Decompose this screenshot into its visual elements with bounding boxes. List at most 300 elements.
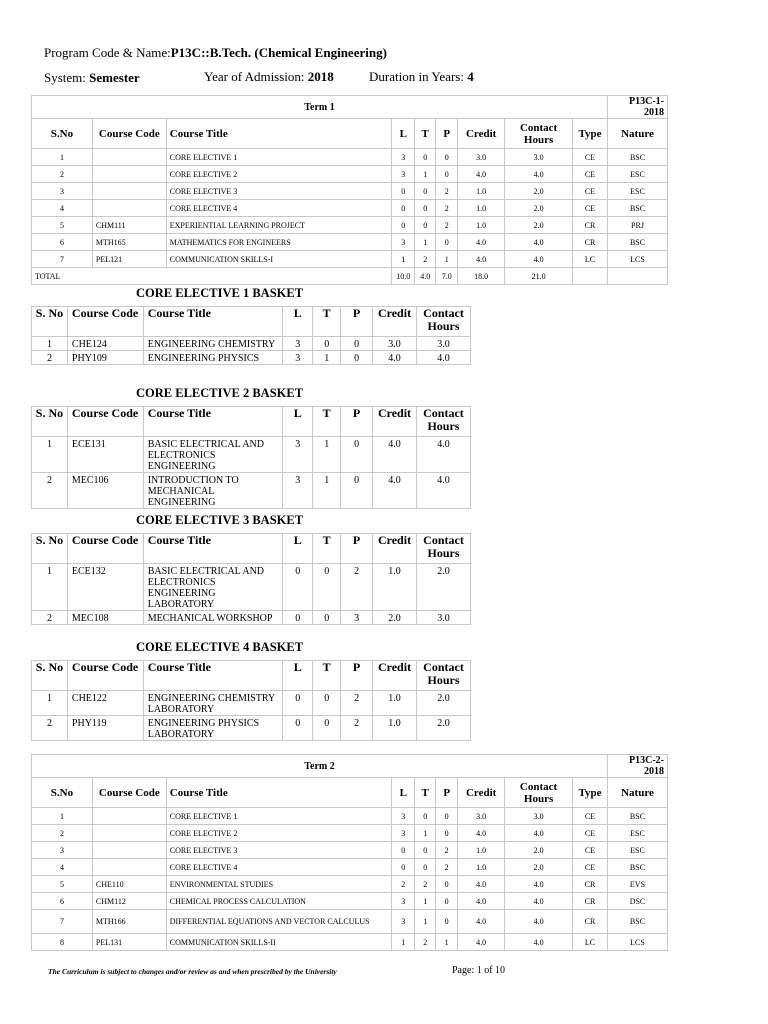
term2-cell: 2.0: [505, 859, 573, 876]
basket1-cell: ENGINEERING CHEMISTRY: [143, 337, 283, 351]
basket2-col-6: Credit: [373, 407, 417, 437]
term2-cell: 2: [415, 934, 436, 951]
basket1-col-4: T: [313, 307, 341, 337]
term2-cell: COMMUNICATION SKILLS-II: [166, 934, 392, 951]
term1-cell: [92, 149, 166, 166]
term1-cell: 4.0: [458, 166, 505, 183]
duration-line: [369, 69, 474, 85]
basket3-row: [32, 564, 471, 611]
basket4-cell: CHE122: [67, 691, 143, 716]
term2-cell: MTH166: [92, 910, 166, 934]
basket3-cell: 2: [341, 564, 373, 611]
duration-value: 4: [467, 69, 474, 84]
basket4-cell: 2.0: [416, 716, 470, 741]
basket4-cell: 0: [313, 691, 341, 716]
term1-cell: BSC: [608, 149, 668, 166]
term1-cell: 2: [436, 217, 458, 234]
term1-cell: 3: [32, 183, 93, 200]
term2-row: [32, 893, 668, 910]
term2-cell: 1: [415, 910, 436, 934]
page-number: Page: 1 of 10: [452, 965, 506, 976]
basket2-col-4: T: [313, 407, 341, 437]
term1-cell: 2.0: [505, 217, 573, 234]
term2-header-row: [32, 778, 668, 808]
basket2-title: CORE ELECTIVE 2 BASKET: [136, 386, 304, 400]
basket4-cell: 2: [32, 716, 68, 741]
term2-cell: 4.0: [458, 910, 505, 934]
term2-cell: 8: [32, 934, 93, 951]
basket3-col-1: Course Code: [67, 534, 143, 564]
term2-row: [32, 842, 668, 859]
basket1-cell: 3: [283, 351, 313, 365]
basket2-cell: 4.0: [373, 473, 417, 509]
term1-row: [32, 234, 668, 251]
basket4-cell: ENGINEERING PHYSICS LABORATORY: [143, 716, 283, 741]
basket4-col-2: Course Title: [143, 661, 283, 691]
term1-cell: 3: [392, 166, 415, 183]
term1-cell: 0: [392, 217, 415, 234]
term2-cell: 4.0: [458, 934, 505, 951]
term1-cell: 1: [415, 166, 436, 183]
term1-cell: CR: [573, 217, 608, 234]
basket2-col-2: Course Title: [143, 407, 283, 437]
basket4-header-row: [32, 661, 471, 691]
term1-rows: [32, 149, 668, 268]
term2-cell: CHE110: [92, 876, 166, 893]
term1-cell: [92, 166, 166, 183]
basket1-cell: 1: [313, 351, 341, 365]
term1-cell: 2.0: [505, 200, 573, 217]
basket4-table: [31, 660, 471, 741]
basket2-cell: MEC106: [67, 473, 143, 509]
term1-cell: 4.0: [505, 166, 573, 183]
term1-col-9: Nature: [608, 119, 668, 149]
basket2-col-5: P: [341, 407, 373, 437]
basket4-cell: 2.0: [416, 691, 470, 716]
term1-cell: MATHEMATICS FOR ENGINEERS: [166, 234, 392, 251]
term2-cell: BSC: [607, 859, 667, 876]
basket3-col-7: Contact Hours: [416, 534, 470, 564]
term1-code: P13C-1-2018: [608, 96, 668, 119]
basket1-cell: 1: [32, 337, 68, 351]
term2-cell: [92, 825, 166, 842]
term1-cell: 1: [436, 251, 458, 268]
term1-cell: CORE ELECTIVE 1: [166, 149, 392, 166]
term1-cell: BSC: [608, 234, 668, 251]
term2-col-1: Course Code: [92, 778, 166, 808]
term2-cell: 0: [392, 859, 415, 876]
basket1-col-0: S. No: [32, 307, 68, 337]
term2-cell: CHM112: [92, 893, 166, 910]
term2-code: P13C-2-2018: [607, 755, 667, 778]
term2-cell: [92, 808, 166, 825]
term2-cell: 2.0: [505, 842, 573, 859]
system-value: Semester: [89, 70, 140, 85]
basket3-col-0: S. No: [32, 534, 68, 564]
term2-cell: 3: [392, 910, 415, 934]
term1-cell: 3: [392, 234, 415, 251]
term2-cell: 4: [32, 859, 93, 876]
term1-cell: 2.0: [505, 183, 573, 200]
basket2-cell: 0: [341, 473, 373, 509]
basket4-col-5: P: [341, 661, 373, 691]
term2-cell: [92, 859, 166, 876]
term2-cell: 0: [436, 876, 458, 893]
term2-col-4: T: [415, 778, 436, 808]
basket2-cell: INTRODUCTION TO MECHANICAL ENGINEERING: [143, 473, 283, 509]
basket4-col-7: Contact Hours: [416, 661, 470, 691]
basket4-cell: PHY119: [67, 716, 143, 741]
term1-title-row: [32, 96, 668, 119]
term2-cell: 3: [392, 825, 415, 842]
basket4-col-4: T: [313, 661, 341, 691]
term2-cell: ENVIRONMENTAL STUDIES: [166, 876, 392, 893]
basket1-cell: 0: [341, 337, 373, 351]
term1-row: [32, 217, 668, 234]
basket4-cell: ENGINEERING CHEMISTRY LABORATORY: [143, 691, 283, 716]
basket2-cell: 0: [341, 437, 373, 473]
term1-cell: EXPERIENTIAL LEARNING PROJECT: [166, 217, 392, 234]
term2-cell: CORE ELECTIVE 1: [166, 808, 392, 825]
term1-total-l: 10.0: [392, 268, 415, 285]
basket1-col-3: L: [283, 307, 313, 337]
term2-cell: BSC: [607, 808, 667, 825]
term2-table: [31, 754, 668, 951]
term2-cell: BSC: [607, 910, 667, 934]
basket2-cell: 3: [283, 473, 313, 509]
term2-cell: CE: [573, 859, 608, 876]
term2-cell: 4.0: [505, 910, 573, 934]
term2-cell: 4.0: [458, 893, 505, 910]
basket1-col-5: P: [341, 307, 373, 337]
term2-cell: 0: [415, 859, 436, 876]
term1-row: [32, 200, 668, 217]
basket1-header-row: [32, 307, 471, 337]
term2-cell: 2: [436, 859, 458, 876]
term1-cell: 1: [415, 234, 436, 251]
basket2-cell: 4.0: [416, 473, 470, 509]
term2-cell: 1: [436, 934, 458, 951]
basket3-cell: 2.0: [416, 564, 470, 611]
term1-cell: 5: [32, 217, 93, 234]
term2-cell: 0: [436, 825, 458, 842]
basket2-cell: 3: [283, 437, 313, 473]
term2-row: [32, 825, 668, 842]
term1-cell: [92, 183, 166, 200]
term2-cell: 0: [415, 808, 436, 825]
term1-cell: PEL121: [92, 251, 166, 268]
term1-cell: 1.0: [458, 217, 505, 234]
term1-cell: CR: [573, 234, 608, 251]
basket3-cell: 2: [32, 611, 68, 625]
basket2-cell: ECE131: [67, 437, 143, 473]
term2-cell: 3: [32, 842, 93, 859]
basket1-cell: 3.0: [416, 337, 470, 351]
basket2-col-0: S. No: [32, 407, 68, 437]
term1-cell: LC: [573, 251, 608, 268]
term2-cell: LCS: [607, 934, 667, 951]
term2-cell: 1.0: [458, 842, 505, 859]
term2-col-2: Course Title: [166, 778, 392, 808]
term1-cell: 7: [32, 251, 93, 268]
term2-cell: 3: [392, 893, 415, 910]
basket3-cell: 0: [313, 611, 341, 625]
term2-cell: CR: [573, 876, 608, 893]
term1-total-type: [573, 268, 608, 285]
term1-title: Term 1: [32, 96, 608, 119]
term1-cell: CE: [573, 183, 608, 200]
basket3-cell: 1: [32, 564, 68, 611]
term2-cell: CORE ELECTIVE 2: [166, 825, 392, 842]
basket2-cell: 1: [313, 473, 341, 509]
basket3-header-row: [32, 534, 471, 564]
basket4-cell: 1: [32, 691, 68, 716]
term1-cell: 1: [392, 251, 415, 268]
term2-cell: CE: [573, 808, 608, 825]
term2-cell: LC: [573, 934, 608, 951]
term1-total-row: [32, 268, 668, 285]
term1-cell: 1.0: [458, 183, 505, 200]
term2-row: [32, 808, 668, 825]
term1-cell: 1.0: [458, 200, 505, 217]
term2-cell: 2: [392, 876, 415, 893]
basket4-row: [32, 716, 471, 741]
basket1-cell: PHY109: [67, 351, 143, 365]
term1-total-p: 7.0: [436, 268, 458, 285]
term1-cell: LCS: [608, 251, 668, 268]
basket2-header-row: [32, 407, 471, 437]
term2-cell: DIFFERENTIAL EQUATIONS AND VECTOR CALCULUS: [166, 910, 392, 934]
basket4-cell: 0: [313, 716, 341, 741]
term1-cell: 0: [436, 234, 458, 251]
duration-label: Duration in Years:: [369, 69, 464, 84]
term1-col-8: Type: [573, 119, 608, 149]
term2-cell: PEL131: [92, 934, 166, 951]
basket3-row: [32, 611, 471, 625]
term2-col-6: Credit: [458, 778, 505, 808]
term1-row: [32, 149, 668, 166]
basket4-col-1: Course Code: [67, 661, 143, 691]
term1-cell: 0: [392, 200, 415, 217]
basket1-cell: 0: [313, 337, 341, 351]
term1-cell: CHM111: [92, 217, 166, 234]
term1-cell: CORE ELECTIVE 2: [166, 166, 392, 183]
term2-cell: 0: [436, 808, 458, 825]
basket1-title: CORE ELECTIVE 1 BASKET: [136, 286, 304, 300]
term1-cell: CE: [573, 149, 608, 166]
basket1-cell: 0: [341, 351, 373, 365]
basket1-cell: 2: [32, 351, 68, 365]
basket1-col-6: Credit: [373, 307, 417, 337]
term1-cell: 0: [436, 149, 458, 166]
term2-cell: 2: [436, 842, 458, 859]
term1-total-credit: 18.0: [458, 268, 505, 285]
term1-cell: 4.0: [505, 251, 573, 268]
basket4-cell: 2: [341, 691, 373, 716]
year-value: 2018: [307, 69, 334, 84]
program-line: [44, 45, 387, 61]
term2-cell: 3.0: [458, 808, 505, 825]
term1-cell: [92, 200, 166, 217]
basket3-cell: 1.0: [373, 564, 417, 611]
term1-col-5: P: [436, 119, 458, 149]
basket4-row: [32, 691, 471, 716]
basket2-cell: 4.0: [416, 437, 470, 473]
basket3-col-3: L: [283, 534, 313, 564]
basket1-col-7: Contact Hours: [416, 307, 470, 337]
term1-cell: 2: [436, 183, 458, 200]
basket3-cell: 3: [341, 611, 373, 625]
term1-cell: 6: [32, 234, 93, 251]
term1-cell: ESC: [608, 166, 668, 183]
basket4-cell: 2: [341, 716, 373, 741]
term1-col-3: L: [392, 119, 415, 149]
term1-cell: 4: [32, 200, 93, 217]
basket4-cell: 1.0: [373, 716, 417, 741]
term1-cell: 3.0: [458, 149, 505, 166]
system-label: System:: [44, 70, 86, 85]
term2-cell: EVS: [607, 876, 667, 893]
term2-title: Term 2: [32, 755, 608, 778]
term2-row: [32, 859, 668, 876]
term1-table: [31, 95, 668, 285]
term2-cell: 4.0: [505, 934, 573, 951]
term2-cell: ESC: [607, 825, 667, 842]
basket2-cell: 4.0: [373, 437, 417, 473]
term1-total-nature: [608, 268, 668, 285]
basket1-cell: 4.0: [416, 351, 470, 365]
term2-cell: 3.0: [505, 808, 573, 825]
basket2-col-3: L: [283, 407, 313, 437]
basket1-cell: CHE124: [67, 337, 143, 351]
term1-row: [32, 166, 668, 183]
term2-cell: 2: [32, 825, 93, 842]
term1-cell: 0: [415, 200, 436, 217]
basket3-cell: ECE132: [67, 564, 143, 611]
basket4-title: CORE ELECTIVE 4 BASKET: [136, 640, 304, 654]
term1-total-label: TOTAL: [32, 268, 392, 285]
term1-cell: 0: [392, 183, 415, 200]
term1-col-7: Contact Hours: [505, 119, 573, 149]
term1-col-2: Course Title: [166, 119, 392, 149]
term2-row: [32, 876, 668, 893]
basket3-title: CORE ELECTIVE 3 BASKET: [136, 513, 304, 527]
year-line: [204, 69, 334, 85]
term2-col-9: Nature: [607, 778, 667, 808]
basket3-col-2: Course Title: [143, 534, 283, 564]
term1-row: [32, 251, 668, 268]
basket2-col-1: Course Code: [67, 407, 143, 437]
basket4-cell: 1.0: [373, 691, 417, 716]
term1-cell: ESC: [608, 183, 668, 200]
term2-col-8: Type: [573, 778, 608, 808]
term2-cell: 1.0: [458, 859, 505, 876]
basket4-col-6: Credit: [373, 661, 417, 691]
term2-cell: 3: [392, 808, 415, 825]
system-line: [44, 70, 140, 86]
term1-cell: COMMUNICATION SKILLS-I: [166, 251, 392, 268]
basket3-col-4: T: [313, 534, 341, 564]
term1-cell: 2: [436, 200, 458, 217]
term1-col-6: Credit: [458, 119, 505, 149]
term1-cell: MTH165: [92, 234, 166, 251]
term2-row: [32, 934, 668, 951]
basket1-cell: ENGINEERING PHYSICS: [143, 351, 283, 365]
term2-cell: 4.0: [505, 825, 573, 842]
term2-cell: DSC: [607, 893, 667, 910]
term2-cell: CE: [573, 825, 608, 842]
term2-cell: 1: [415, 825, 436, 842]
basket3-cell: 3.0: [416, 611, 470, 625]
term2-col-3: L: [392, 778, 415, 808]
term2-cell: CHEMICAL PROCESS CALCULATION: [166, 893, 392, 910]
term2-cell: 0: [415, 842, 436, 859]
term2-cell: 5: [32, 876, 93, 893]
basket3-cell: 0: [283, 611, 313, 625]
basket1-cell: 3: [283, 337, 313, 351]
term2-col-0: S.No: [32, 778, 93, 808]
term1-cell: 4.0: [458, 234, 505, 251]
term1-cell: 3: [392, 149, 415, 166]
term2-rows: [32, 808, 668, 951]
basket4-col-3: L: [283, 661, 313, 691]
term1-header-row: [32, 119, 668, 149]
term1-cell: CE: [573, 200, 608, 217]
term2-cell: CORE ELECTIVE 3: [166, 842, 392, 859]
program-value: P13C::B.Tech. (Chemical Engineering): [170, 45, 387, 60]
basket2-col-7: Contact Hours: [416, 407, 470, 437]
basket3-cell: MEC108: [67, 611, 143, 625]
term2-cell: 2: [415, 876, 436, 893]
term2-col-5: P: [436, 778, 458, 808]
term1-cell: 0: [415, 217, 436, 234]
basket2-cell: BASIC ELECTRICAL AND ELECTRONICS ENGINEERING: [143, 437, 283, 473]
basket2-table: [31, 406, 471, 509]
basket3-cell: BASIC ELECTRICAL AND ELECTRONICS ENGINEERING LABORATORY: [143, 564, 283, 611]
term1-col-0: S.No: [32, 119, 93, 149]
term2-cell: CORE ELECTIVE 4: [166, 859, 392, 876]
basket3-cell: 0: [283, 564, 313, 611]
basket3-col-5: P: [341, 534, 373, 564]
basket1-cell: 4.0: [373, 351, 417, 365]
term2-title-row: [32, 755, 668, 778]
term2-cell: CR: [573, 910, 608, 934]
term2-cell: 4.0: [505, 876, 573, 893]
basket1-cell: 3.0: [373, 337, 417, 351]
term2-cell: 7: [32, 910, 93, 934]
term1-col-4: T: [415, 119, 436, 149]
term2-row: [32, 910, 668, 934]
term2-cell: ESC: [607, 842, 667, 859]
term2-cell: 0: [436, 910, 458, 934]
basket2-row: [32, 473, 471, 509]
basket2-cell: 1: [313, 437, 341, 473]
term2-cell: 4.0: [458, 825, 505, 842]
term1-cell: CORE ELECTIVE 3: [166, 183, 392, 200]
term2-cell: 1: [415, 893, 436, 910]
footer-note: The Curriculum is subject to changes and/or review as and when prescribed by the University: [48, 967, 337, 976]
term1-row: [32, 183, 668, 200]
term1-total-t: 4.0: [415, 268, 436, 285]
term1-cell: 2: [32, 166, 93, 183]
term1-cell: 4.0: [505, 234, 573, 251]
term1-total-hours: 21.0: [505, 268, 573, 285]
term2-cell: CE: [573, 842, 608, 859]
term1-cell: CE: [573, 166, 608, 183]
term1-cell: 0: [436, 166, 458, 183]
year-label: Year of Admission:: [204, 69, 305, 84]
term2-cell: 0: [436, 893, 458, 910]
